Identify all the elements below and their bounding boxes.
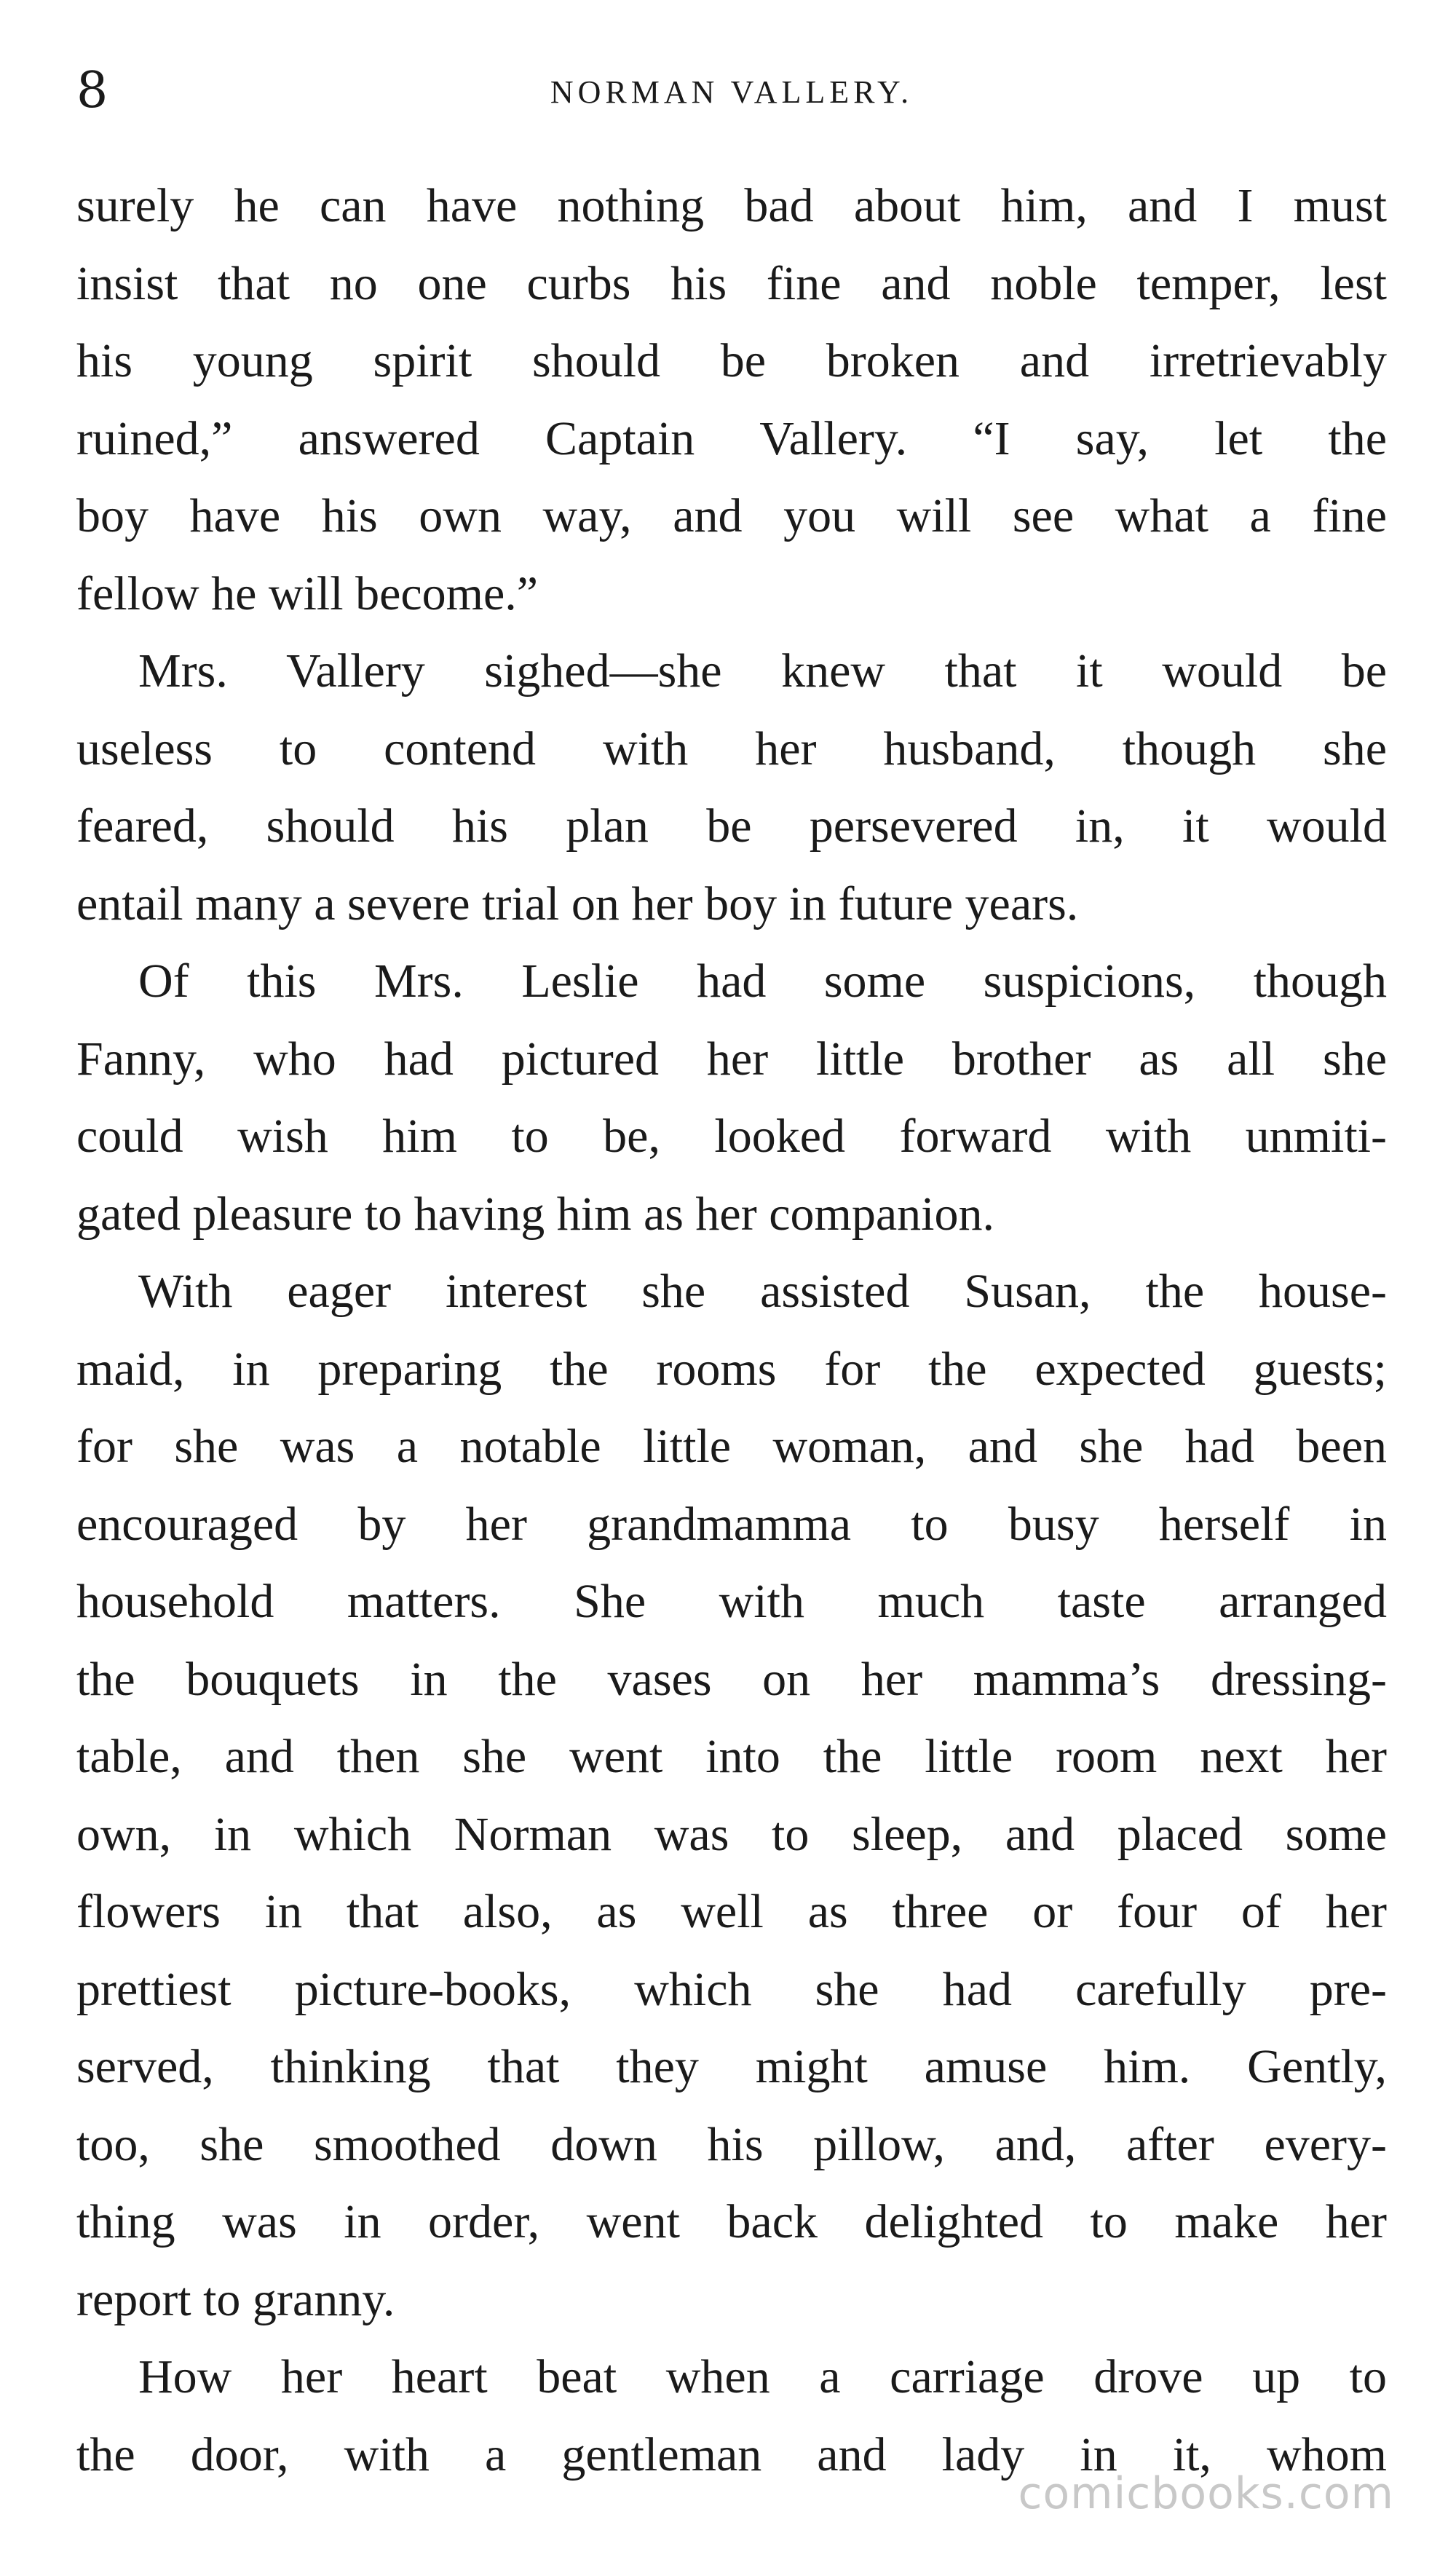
text-line: own, in which Norman was to sleep, and placed some (76, 1807, 1387, 1861)
text-line: insist that no one curbs his fine and noble temper, lest (76, 256, 1387, 310)
text-line: the door, with a gentleman and lady in it, whom (76, 2427, 1387, 2481)
text-line: Mrs. Vallery sighed—she knew that it would be (138, 644, 1387, 697)
text-line: How her heart beat when a carriage drove up to (138, 2350, 1387, 2403)
text-line: gated pleasure to having him as her companion. (76, 1187, 994, 1241)
text-line: ruined,” answered Captain Vallery. “I say, let the (76, 411, 1387, 465)
text-line: fellow he will become.” (76, 566, 539, 620)
text-line: too, she smoothed down his pillow, and, after every- (76, 2117, 1387, 2171)
text-line: boy have his own way, and you will see what a fine (76, 489, 1387, 542)
text-line: maid, in preparing the rooms for the expected guests; (76, 1342, 1387, 1396)
text-line: for she was a notable little woman, and she had been (76, 1420, 1387, 1473)
body-text (76, 167, 1387, 2494)
text-line: served, thinking that they might amuse him. Gently, (76, 2040, 1387, 2093)
running-title: NORMAN VALLERY. (550, 74, 914, 110)
text-line: With eager interest she assisted Susan, the house- (138, 1265, 1387, 1318)
text-line: table, and then she went into the little room next her (76, 1730, 1387, 1783)
running-head (76, 51, 1387, 131)
text-line: Fanny, who had pictured her little brother as all she (76, 1032, 1387, 1086)
text-line: could wish him to be, looked forward with unmiti- (76, 1110, 1387, 1163)
page-number: 8 (76, 62, 108, 119)
text-line: entail many a severe trial on her boy in future years. (76, 877, 1079, 930)
text-line: prettiest picture-books, which she had carefully pre- (76, 1962, 1387, 2016)
text-line: his young spirit should be broken and irretrievably (76, 334, 1387, 387)
watermark: comicbooks.com (1018, 2468, 1394, 2519)
text-line: encouraged by her grandmamma to busy herself in (76, 1497, 1387, 1551)
text-line: feared, should his plan be persevered in, it would (76, 799, 1387, 853)
text-line: useless to contend with her husband, though she (76, 722, 1387, 775)
text-line: Of this Mrs. Leslie had some suspicions, though (138, 955, 1387, 1008)
text-line: report to granny. (76, 2272, 395, 2326)
text-line: thing was in order, went back delighted to make her (76, 2195, 1387, 2248)
text-line: household matters. She with much taste arranged (76, 1575, 1387, 1628)
text-line: flowers in that also, as well as three or four of her (76, 1885, 1387, 1938)
text-line: surely he can have nothing bad about him, and I must (76, 179, 1387, 232)
text-line: the bouquets in the vases on her mamma’s dressing- (76, 1652, 1387, 1706)
